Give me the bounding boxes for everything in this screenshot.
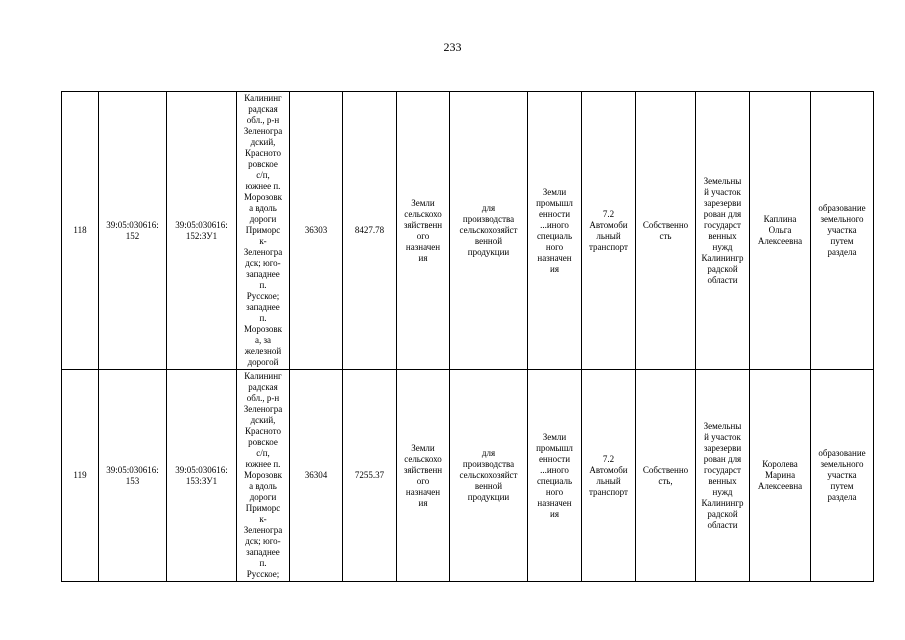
new-category-cell: Земли промышл енности ...иного специаль ного назначен ия [528,92,582,370]
action-cell: образование земельного участка путем раздела [811,370,874,582]
new-use-cell: 7.2 Автомоби льный транспорт [582,370,636,582]
area-cell: 8427.78 [343,92,397,370]
row-number-cell: 118 [62,92,99,370]
note-cell: Земельны й участок зарезерви рован для государст венных нужд Калинингр радской области [696,370,750,582]
code-cell: 36304 [290,370,343,582]
right-type-cell: Собственно сть, [636,370,696,582]
code-cell: 36303 [290,92,343,370]
note-cell: Земельны й участок зарезерви рован для государст венных нужд Калинингр радской области [696,92,750,370]
page-number: 233 [443,40,462,54]
address-cell: Калининг радская обл., р-н Зеленогра дский, Красното ровское с/п, южнее п. Морозовк а вдоль дороги Приморс к- Зеленогра дск; юго- западнее п. Русское; [237,370,290,582]
right-type-cell: Собственно сть [636,92,696,370]
address-cell: Калининг радская обл., р-н Зеленогра дский, Красното ровское с/п, южнее п. Морозовк а вдоль дороги Приморс к- Зеленогра дск; юго- западнее п. Русское; западнее п. Морозовк а, за железной дорогой [237,92,290,370]
new-cadastral-cell: 39:05:030616: 152:ЗУ1 [167,92,237,370]
parent-cadastral-cell: 39:05:030616: 152 [99,92,167,370]
parent-cadastral-cell: 39:05:030616: 153 [99,370,167,582]
row-number-cell: 119 [62,370,99,582]
land-category-cell: Земли сельскохо зяйственн ого назначен ия [397,370,450,582]
area-cell: 7255.37 [343,370,397,582]
owner-cell: Каплина Ольга Алексеевна [750,92,811,370]
new-category-cell: Земли промышл енности ...иного специаль ного назначен ия [528,370,582,582]
new-cadastral-cell: 39:05:030616: 153:ЗУ1 [167,370,237,582]
current-use-cell: для производства сельскохозяйст венной продукции [450,370,528,582]
land-category-cell: Земли сельскохо зяйственн ого назначен ия [397,92,450,370]
table-row [62,370,874,582]
table-row [62,92,874,370]
owner-cell: Королева Марина Алексеевна [750,370,811,582]
action-cell: образование земельного участка путем раздела [811,92,874,370]
current-use-cell: для производства сельскохозяйст венной продукции [450,92,528,370]
land-registry-table [61,91,874,582]
new-use-cell: 7.2 Автомоби льный транспорт [582,92,636,370]
